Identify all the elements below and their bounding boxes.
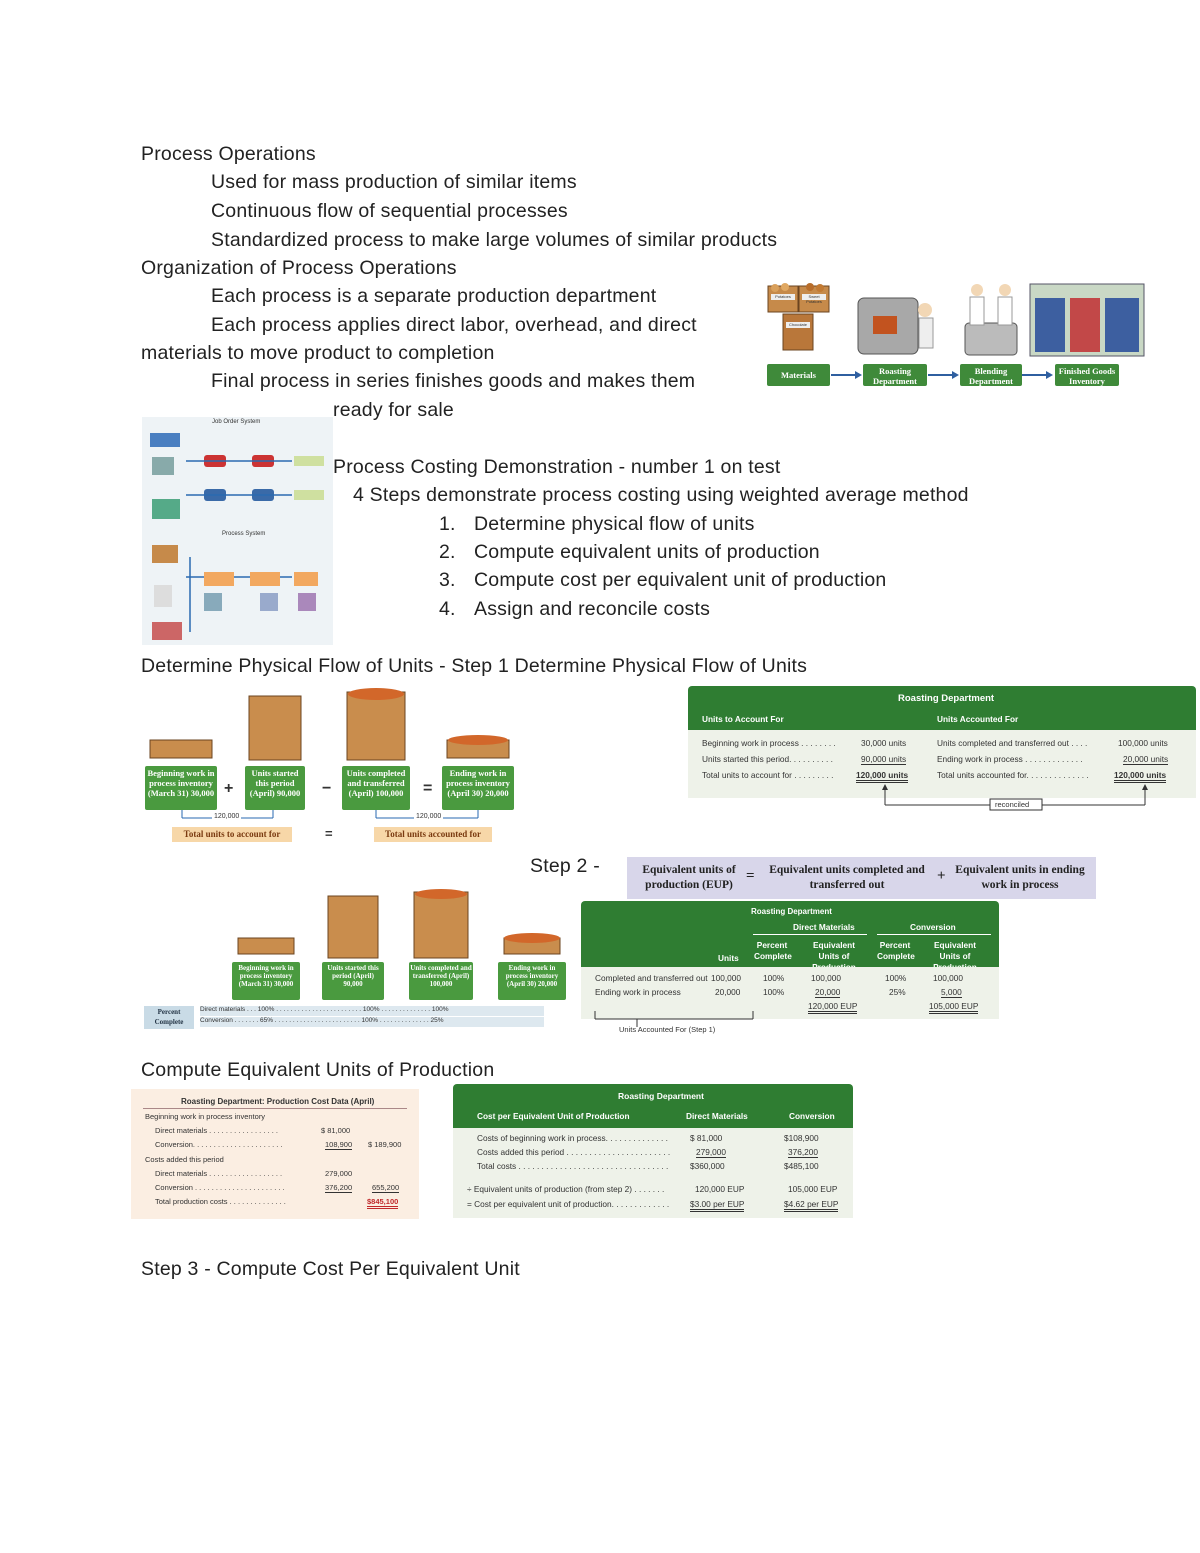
flow-step-finished-goods: Finished Goods Inventory bbox=[1055, 364, 1119, 386]
column-header: Equivalent Units of bbox=[934, 940, 976, 961]
cost-row-label: Total production costs . . . . . . . . . . . . . . bbox=[155, 1197, 286, 1206]
physical-flow-figure bbox=[142, 688, 527, 848]
cost-row-total: $ 189,900 bbox=[368, 1140, 402, 1149]
reconcile-lines bbox=[688, 686, 1196, 812]
row-units: 100,000 bbox=[711, 973, 741, 983]
cost-row-dm: $360,000 bbox=[690, 1161, 725, 1171]
flow-box-started: Units started this period (April) 90,000 bbox=[322, 962, 384, 1000]
cost-row-label: Direct materials . . . . . . . . . . . . . . . . . . bbox=[155, 1169, 283, 1178]
crate-label: Chocolate bbox=[788, 322, 807, 327]
step1-heading: Determine Physical Flow of Units - Step 1 Determine Physical Flow of Units bbox=[141, 655, 808, 677]
eup-crates-figure bbox=[142, 888, 572, 1030]
column-header: Units bbox=[718, 953, 739, 963]
cost-row-total: $845,100 bbox=[367, 1197, 398, 1209]
cost-row-label: Costs added this period bbox=[145, 1155, 224, 1164]
step-number: 3. bbox=[439, 569, 456, 591]
flow-box-completed: Units completed and transferred (April) 100,000 bbox=[409, 962, 473, 1000]
cost-row-conv: 376,200 bbox=[788, 1147, 818, 1157]
row-label: Beginning work in process . . . . . . . . bbox=[702, 738, 836, 748]
table-title: Roasting Department bbox=[751, 907, 832, 916]
demo-subheading: 4 Steps demonstrate process costing using weighted average method bbox=[353, 484, 969, 506]
formula-operator: = bbox=[746, 868, 755, 884]
table-title: Roasting Department bbox=[898, 693, 995, 704]
body-text: ready for sale bbox=[333, 399, 454, 421]
step-item: Assign and reconcile costs bbox=[474, 598, 711, 620]
cost-row-label: ÷ Equivalent units of production (from step 2) . . . . . . . bbox=[467, 1184, 665, 1194]
cost-row-label: = Cost per equivalent unit of production. . . . . . . . . . . . . bbox=[467, 1199, 670, 1209]
step2-label: Step 2 - bbox=[530, 855, 600, 877]
cost-row-dm: $ 81,000 bbox=[690, 1133, 723, 1143]
crate-label: Potatoes bbox=[775, 294, 791, 299]
row-units: 20,000 bbox=[715, 987, 741, 997]
row-value: 90,000 units bbox=[861, 754, 907, 764]
body-text: materials to move product to completion bbox=[141, 342, 495, 364]
step-item: Compute cost per equivalent unit of production bbox=[474, 569, 887, 591]
flow-box-beginning: Beginning work in process inventory (March 31) 30,000 bbox=[232, 962, 300, 1000]
cost-row-conv: $485,100 bbox=[784, 1161, 819, 1171]
process-flow-figure bbox=[765, 278, 1145, 390]
flow-box-started: Units started this period (April) 90,000 bbox=[245, 766, 305, 810]
row-label: Total units to account for . . . . . . . . . bbox=[702, 770, 834, 780]
row-value: 20,000 units bbox=[1123, 754, 1169, 764]
cost-row-conv: 105,000 EUP bbox=[788, 1184, 838, 1194]
row-label: Completed and transferred out bbox=[595, 973, 708, 983]
row-value: 120,000 units bbox=[1114, 770, 1166, 783]
row-pct: 100% bbox=[885, 973, 907, 983]
percent-complete-label: Percent Complete bbox=[144, 1006, 194, 1029]
cost-row-value: $ 81,000 bbox=[321, 1126, 351, 1135]
step-item: Determine physical flow of units bbox=[474, 513, 755, 535]
row-label: Ending work in process . . . . . . . . . . . . . bbox=[937, 754, 1083, 764]
percent-row: Direct materials . . . 100% . . . . . . . . . . . . . . . . . . . . . . . . 100% . . . . . . . . . . . . . . 100% bbox=[200, 1006, 544, 1016]
minus-operator: − bbox=[322, 780, 332, 797]
row-eu: 20,000 bbox=[815, 987, 841, 997]
flow-step-roasting: Roasting Department bbox=[863, 364, 927, 386]
row-pct: 100% bbox=[763, 987, 785, 997]
row-label: Total units accounted for. . . . . . . . . . . . . . bbox=[937, 770, 1089, 780]
eup-formula bbox=[627, 857, 1096, 899]
step-item: Compute equivalent units of production bbox=[474, 541, 820, 563]
step-number: 2. bbox=[439, 541, 456, 563]
section-heading: Organization of Process Operations bbox=[141, 257, 457, 279]
roasting-eup-table bbox=[581, 901, 999, 1037]
row-label: Units completed and transferred out . . . . bbox=[937, 738, 1088, 748]
percent-row: Conversion . . . . . . . 65% . . . . . . . . . . . . . . . . . . . . . . . . 100% . . . . . . . . . . . . . . 25% bbox=[200, 1017, 544, 1027]
units-accounted-note: Units Accounted For (Step 1) bbox=[619, 1025, 716, 1034]
cost-row-label: Costs added this period . . . . . . . . . . . . . . . . . . . . . . . bbox=[477, 1147, 671, 1157]
plus-operator: + bbox=[224, 780, 234, 797]
column-header: Percent Complete bbox=[877, 940, 915, 961]
flow-box-completed: Units completed and transferred (April) 100,000 bbox=[342, 766, 410, 810]
bracket-total: 120,000 bbox=[214, 813, 240, 820]
cost-per-eup-dm: $3.00 per EUP bbox=[690, 1199, 744, 1212]
units-bracket bbox=[581, 901, 999, 1037]
cost-row-conv: $108,900 bbox=[784, 1133, 819, 1143]
demo-heading: Process Costing Demonstration - number 1 on test bbox=[333, 456, 781, 478]
row-value: 30,000 units bbox=[861, 738, 907, 748]
row-eu: 100,000 bbox=[933, 973, 963, 983]
section-heading: Process Operations bbox=[141, 143, 316, 165]
bullet-text: Continuous flow of sequential processes bbox=[211, 200, 568, 222]
formula-term: Equivalent units in ending work in process bbox=[955, 864, 1085, 891]
row-eu: 100,000 bbox=[811, 973, 841, 983]
cost-row-label: Costs of beginning work in process. . . . . . . . . . . . . . bbox=[477, 1133, 668, 1143]
flow-step-materials: Materials bbox=[767, 364, 830, 386]
row-pct: 100% bbox=[763, 973, 785, 983]
total-accounted-label: Total units accounted for bbox=[374, 827, 492, 842]
column-header: Units Accounted For bbox=[937, 714, 1019, 724]
column-header: Cost per Equivalent Unit of Production bbox=[477, 1111, 630, 1121]
cost-row-dm: 279,000 bbox=[696, 1147, 726, 1157]
cost-row-total: 655,200 bbox=[372, 1183, 400, 1192]
total-to-account-label: Total units to account for bbox=[172, 827, 292, 842]
cost-row-label: Total costs . . . . . . . . . . . . . . . . . . . . . . . . . . . . . . . . . bbox=[477, 1161, 669, 1171]
job-order-vs-process-figure bbox=[142, 417, 333, 645]
body-text: Each process is a separate production department bbox=[211, 285, 657, 307]
row-label: Ending work in process bbox=[595, 987, 681, 997]
cost-row-label: Direct materials . . . . . . . . . . . . . . . . . bbox=[155, 1126, 278, 1135]
column-header: Percent Complete bbox=[754, 940, 792, 961]
cost-row-label: Conversion. . . . . . . . . . . . . . . . . . . . . . bbox=[155, 1140, 283, 1149]
formula-term: Equivalent units completed and transferred out bbox=[769, 864, 925, 891]
column-header: Equivalent Units of bbox=[813, 940, 855, 961]
step-number: 1. bbox=[439, 513, 456, 535]
group-header: Conversion bbox=[910, 922, 956, 932]
row-value: 100,000 units bbox=[1118, 738, 1168, 748]
step-number: 4. bbox=[439, 598, 456, 620]
table-title: Roasting Department bbox=[618, 1091, 704, 1101]
bullet-text: Used for mass production of similar items bbox=[211, 171, 577, 193]
cost-per-eup-conv: $4.62 per EUP bbox=[784, 1199, 838, 1212]
cost-row-label: Beginning work in process inventory bbox=[145, 1112, 266, 1121]
figure-title: Process System bbox=[222, 531, 266, 537]
row-label: Units started this period. . . . . . . . . . bbox=[702, 754, 833, 764]
reconciled-label: reconciled bbox=[995, 800, 1030, 809]
total-eup: 120,000 EUP bbox=[808, 1001, 857, 1014]
cost-row-dm: 120,000 EUP bbox=[695, 1184, 745, 1194]
flow-step-blending: Blending Department bbox=[960, 364, 1022, 386]
column-header: Direct Materials bbox=[686, 1111, 748, 1121]
roasting-units-table bbox=[688, 686, 1196, 812]
column-header: Units to Account For bbox=[702, 714, 784, 724]
column-header: Conversion bbox=[789, 1111, 835, 1121]
equals-operator: = bbox=[423, 780, 433, 797]
crate-label: Sweet Potatoes bbox=[806, 294, 822, 304]
group-header: Direct Materials bbox=[793, 922, 855, 932]
cost-per-eup-table bbox=[453, 1084, 853, 1221]
cost-row-value: 108,900 bbox=[325, 1140, 353, 1149]
formula-term: Equivalent units of production (EUP) bbox=[642, 864, 736, 891]
body-text: Each process applies direct labor, overhead, and direct bbox=[211, 314, 697, 336]
formula-operator: + bbox=[937, 868, 946, 884]
equals-operator: = bbox=[325, 826, 333, 841]
production-cost-data-table bbox=[131, 1089, 419, 1219]
row-value: 120,000 units bbox=[856, 770, 908, 783]
cost-row-label: Conversion . . . . . . . . . . . . . . . . . . . . . . bbox=[155, 1183, 285, 1192]
figure-title: Job Order System bbox=[212, 419, 261, 425]
flow-box-ending: Ending work in process inventory (April 30) 20,000 bbox=[442, 766, 514, 810]
bullet-text: Standardized process to make large volumes of similar products bbox=[211, 229, 778, 251]
row-pct: 25% bbox=[889, 987, 906, 997]
ceu-heading: Compute Equivalent Units of Production bbox=[141, 1059, 495, 1081]
body-text: Final process in series finishes goods and makes them bbox=[211, 370, 696, 392]
step3-heading: Step 3 - Compute Cost Per Equivalent Unit bbox=[141, 1258, 520, 1280]
table-title: Roasting Department: Production Cost Data (April) bbox=[181, 1097, 375, 1106]
cost-row-value: 376,200 bbox=[325, 1183, 353, 1192]
flow-box-ending: Ending work in process inventory (April 30) 20,000 bbox=[498, 962, 566, 1000]
total-eup: 105,000 EUP bbox=[929, 1001, 978, 1014]
flow-box-beginning: Beginning work in process inventory (March 31) 30,000 bbox=[145, 766, 217, 810]
bracket-total: 120,000 bbox=[416, 813, 442, 820]
cost-row-value: 279,000 bbox=[325, 1169, 353, 1178]
row-eu: 5,000 bbox=[941, 987, 962, 997]
